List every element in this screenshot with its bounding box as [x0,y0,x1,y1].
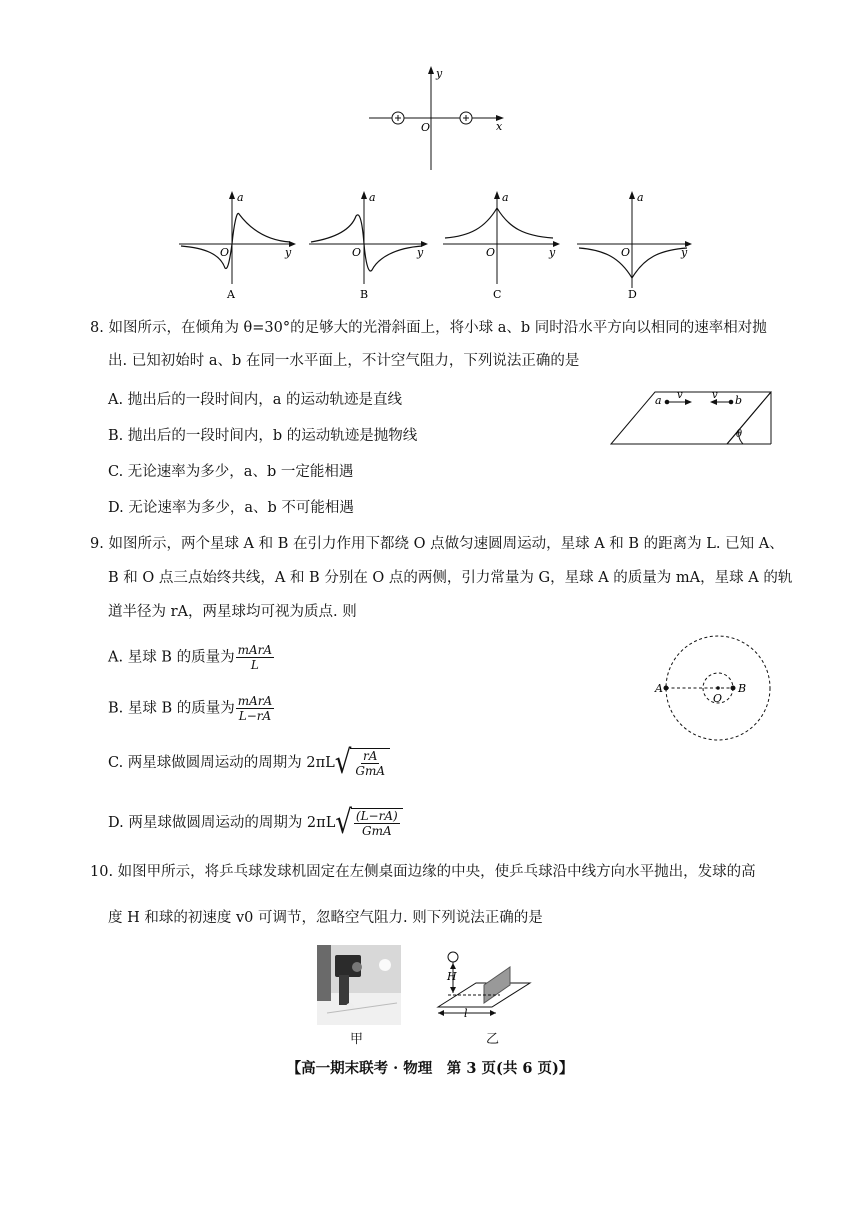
svg-text:θ: θ [736,429,743,440]
q9-option-b: B. 星球 B 的质量为 $\frac{\text{mArA}}{L-rA}$ [108,694,273,723]
svg-text:A: A [655,682,663,695]
svg-text:O: O [220,246,230,259]
svg-text:y: y [417,246,424,259]
svg-text:B: B [360,288,369,301]
svg-text:x: x [496,120,503,133]
q8-stem-line1: 8. 如图所示，在倾角为 θ=30°的足够大的光滑斜面上，将小球 a、b 同时沿水平方向以相同的速率相对抛 [90,320,767,336]
q10-stem-line1: 10. 如图甲所示，将乒乓球发球机固定在左侧桌面边缘的中央，使乒乓球沿中线方向水平抛出，发球的高 [90,864,756,880]
q8-option-b: B. 抛出后的一段时间内，b 的运动轨迹是抛物线 [108,428,418,444]
svg-text:y: y [436,67,443,80]
q9-option-a: A. 星球 B 的质量为 $\frac{\text{mArA}}{L}$ [108,643,273,672]
svg-text:H: H [447,970,457,983]
page-footer: 【高一期末联考 · 物理 第 3 页(共 6 页)】 [286,1060,574,1077]
charges-axis-figure [365,62,510,174]
svg-text:O: O [713,692,723,705]
svg-text:v: v [712,390,718,401]
svg-text:y: y [549,246,556,259]
svg-text:y: y [285,246,292,259]
q10-stem-line2: 度 H 和球的初速度 v0 可调节，忽略空气阻力. 则下列说法正确的是 [108,910,543,926]
svg-text:a: a [637,191,644,204]
graph-a [179,191,296,301]
ball-launcher-photo [317,945,401,1025]
q9-stem-line1: 9. 如图所示，两个星球 A 和 B 在引力作用下都绕 O 点做匀速圆周运动，星球 A 和 B 的距离为 L. 已知 A、 [90,536,784,552]
incline-figure [605,384,777,464]
fig-right-caption: 乙 [486,1032,500,1047]
q9-stem-line2: B 和 O 点三点始终共线，A 和 B 分别在 O 点的两侧，引力常量为 G，星球 A 的质量为 mA，星球 A 的轨 [108,570,793,586]
svg-text:O: O [486,246,496,259]
svg-text:a: a [237,191,244,204]
fig-left-caption: 甲 [350,1032,364,1047]
q8-stem-line2: 出. 已知初始时 a、b 在同一水平面上，不计空气阻力，下列说法正确的是 [108,353,580,369]
q9-option-c: C. 两星球做圆周运动的周期为 2πL √ $\frac{rA}{\text{GmA}}$ [108,748,390,778]
q8-option-d: D. 无论速率为多少，a、b 不可能相遇 [108,500,354,516]
svg-text:O: O [421,121,431,134]
svg-text:C: C [493,288,502,301]
graph-b [309,191,428,301]
q8-option-c: C. 无论速率为多少，a、b 一定能相遇 [108,464,354,480]
svg-text:B: B [738,682,747,695]
table-tennis-diagram [430,945,540,1027]
svg-text:D: D [628,288,637,301]
svg-text:a: a [655,394,662,407]
svg-text:y: y [681,246,688,259]
acceleration-graphs [175,188,695,303]
graph-c [443,191,560,301]
q9-option-d: D. 两星球做圆周运动的周期为 2πL √ $\frac{(L-rA)}{\text{GmA}}$ [108,808,403,838]
svg-text:v: v [677,390,683,401]
svg-text:O: O [621,246,631,259]
svg-text:A: A [227,288,235,301]
binary-star-figure [650,628,780,748]
graph-d [577,191,692,301]
svg-text:l: l [464,1007,468,1020]
q8-option-a: A. 抛出后的一段时间内，a 的运动轨迹是直线 [108,392,402,408]
svg-text:O: O [352,246,362,259]
svg-text:a: a [369,191,376,204]
q9-stem-line3: 道半径为 rA，两星球均可视为质点. 则 [108,604,357,620]
svg-text:b: b [735,394,743,407]
svg-text:a: a [502,191,509,204]
